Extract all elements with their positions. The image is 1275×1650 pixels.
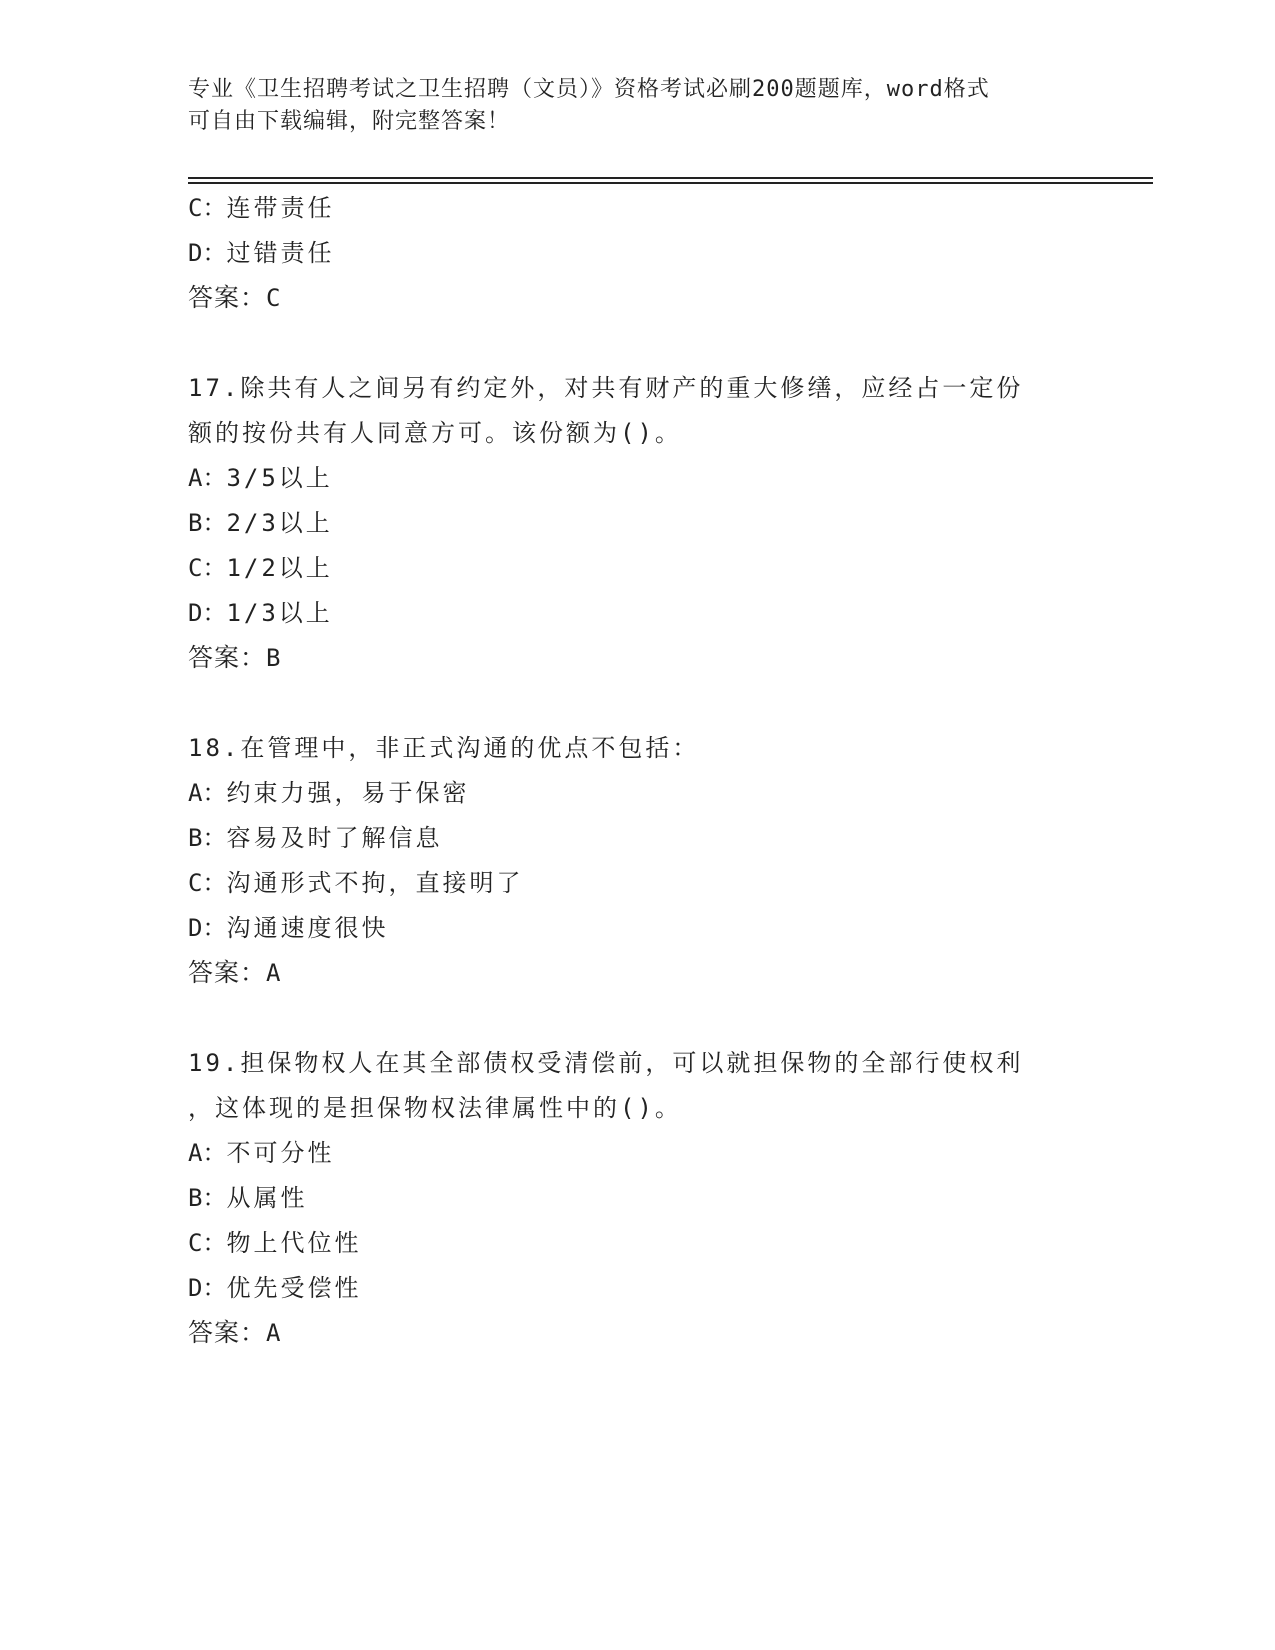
- option-text: 2/3以上: [226, 509, 333, 537]
- option-letter: B：: [188, 824, 227, 852]
- header-divider-top: [188, 177, 1153, 179]
- option-letter: D：: [188, 599, 227, 627]
- answer-label: 答案：: [188, 283, 267, 312]
- question-19-option-d: [188, 1272, 361, 1304]
- header-line-1: 专业《卫生招聘考试之卫生招聘（文员）》资格考试必刷200题题库，word格式: [188, 77, 990, 102]
- question-18-option-c: [188, 867, 523, 899]
- question-19-stem-line-1: 19.担保物权人在其全部债权受清偿前，可以就担保物的全部行使权利: [188, 1049, 1024, 1077]
- header-divider-bottom: [188, 182, 1153, 184]
- option-text: 3/5以上: [226, 464, 333, 492]
- option-letter: A：: [188, 1139, 227, 1167]
- question-19-option-b: [188, 1182, 307, 1214]
- question-18-option-a: [188, 777, 469, 809]
- option-text: 物上代位性: [226, 1229, 362, 1257]
- option-letter: A：: [188, 464, 227, 492]
- answer-value: A: [266, 959, 282, 987]
- option-text: 沟通形式不拘，直接明了: [226, 869, 524, 897]
- question-17-answer: [188, 642, 281, 674]
- question-17-option-c: [188, 552, 333, 584]
- option-text: 沟通速度很快: [226, 914, 389, 942]
- question-19-option-c: [188, 1227, 361, 1259]
- prev-option-c: [188, 192, 334, 224]
- question-19-stem-line-2: ，这体现的是担保物权法律属性中的()。: [188, 1094, 682, 1122]
- option-letter: C：: [188, 194, 227, 222]
- question-18-option-b: [188, 822, 442, 854]
- prev-answer: [188, 282, 281, 314]
- option-letter: D：: [188, 1274, 227, 1302]
- answer-label: 答案：: [188, 643, 267, 672]
- question-17-option-d: [188, 597, 333, 629]
- question-17-option-a: [188, 462, 333, 494]
- question-17-stem-line-1: 17.除共有人之间另有约定外，对共有财产的重大修缮，应经占一定份: [188, 374, 1024, 402]
- question-19-option-a: [188, 1137, 334, 1169]
- option-text: 不可分性: [226, 1139, 335, 1167]
- option-text: 1/3以上: [226, 599, 333, 627]
- question-17-option-b: [188, 507, 333, 539]
- option-text: 过错责任: [226, 239, 335, 267]
- option-letter: B：: [188, 509, 227, 537]
- question-19-answer: [188, 1317, 281, 1349]
- option-text: 优先受偿性: [226, 1274, 362, 1302]
- option-text: 容易及时了解信息: [226, 824, 443, 852]
- option-letter: C：: [188, 1229, 227, 1257]
- option-text: 从属性: [226, 1184, 308, 1212]
- option-letter: A：: [188, 779, 227, 807]
- question-18-answer: [188, 957, 281, 989]
- question-18-option-d: [188, 912, 388, 944]
- document-header: [188, 74, 1088, 138]
- option-letter: D：: [188, 914, 227, 942]
- question-17-stem-line-2: 额的按份共有人同意方可。该份额为()。: [188, 419, 682, 447]
- answer-value: C: [266, 284, 282, 312]
- option-letter: C：: [188, 869, 227, 897]
- option-letter: D：: [188, 239, 227, 267]
- prev-option-d: [188, 237, 334, 269]
- header-line-2: 可自由下载编辑，附完整答案！: [188, 109, 511, 134]
- option-text: 约束力强，易于保密: [226, 779, 470, 807]
- answer-value: B: [266, 644, 282, 672]
- option-letter: B：: [188, 1184, 227, 1212]
- answer-value: A: [266, 1319, 282, 1347]
- answer-label: 答案：: [188, 958, 267, 987]
- answer-label: 答案：: [188, 1318, 267, 1347]
- option-letter: C：: [188, 554, 227, 582]
- question-18-stem-line-1: 18.在管理中，非正式沟通的优点不包括：: [188, 734, 700, 762]
- option-text: 1/2以上: [226, 554, 333, 582]
- option-text: 连带责任: [226, 194, 335, 222]
